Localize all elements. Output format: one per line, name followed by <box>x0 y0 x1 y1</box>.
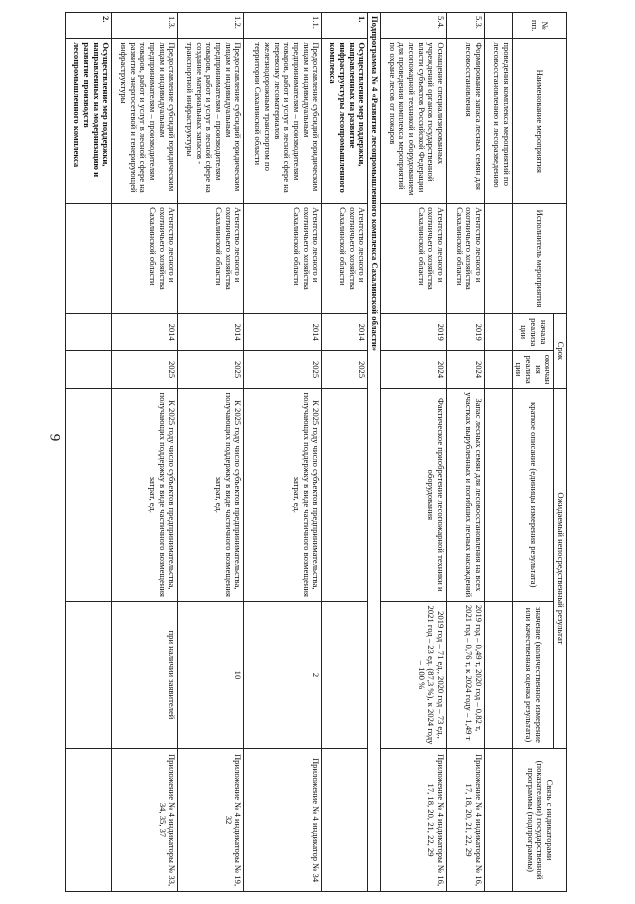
row-start <box>66 314 112 351</box>
row-end: 2025 <box>112 351 178 388</box>
header-result: Ожидаемый непосредственный результат <box>554 388 567 748</box>
header-row <box>554 13 567 892</box>
row-executor: Агентство лесного и охотничьего хозяйства Сахалинской области <box>112 204 178 314</box>
row-name: Осуществление мер поддержки, направленных на развитие инфраструктуры лесопромышленного комплекса <box>322 39 368 204</box>
row-num: 1.1. <box>244 13 322 39</box>
header-term: Срок <box>554 314 567 389</box>
row-end: 2025 <box>178 351 244 388</box>
row-start: 2014 <box>178 314 244 351</box>
row-executor: Агентство лесного и охотничьего хозяйства Сахалинской области <box>178 204 244 314</box>
row-link: Приложение № 4 индикаторы № 16, 17, 18, 20, 21, 22, 29 <box>380 749 446 892</box>
table-row <box>322 13 368 892</box>
row-link <box>322 749 368 892</box>
row-end: 2024 <box>446 351 484 388</box>
row-end: 2025 <box>244 351 322 388</box>
row-name: Предоставление субсидий юридическим лицам и индивидуальным предпринимателям – производителям товаров, работ и услуг в лесной сфере на перевозку лесоматериалов железнодорожным транспортом по территории Сахалинской области <box>244 39 322 204</box>
row-value: 2019 год – 71 ед., 2020 год – 73 ед., 2021 год – 23 ед. (87,3 %), к 2024 году – 100 % <box>380 601 446 748</box>
subprogram-row <box>368 13 381 892</box>
table-row <box>112 13 178 892</box>
row-value <box>66 601 112 748</box>
row-end: 2025 <box>322 351 368 388</box>
table-row <box>178 13 244 892</box>
header-value: значение (количественное измерение или качественная оценка результата) <box>512 601 554 748</box>
row-desc: К 2025 году число субъектов предпринимательства, получающих поддержку в виде частичного возмещения затрат, ед. <box>112 388 178 601</box>
row-num: 1.3. <box>112 13 178 39</box>
row-value: 10 <box>178 601 244 748</box>
row-name: Осуществление мер поддержки, направленных на модернизацию и развитие производств лесопромышленного комплекса <box>66 39 112 204</box>
row-start: 2014 <box>112 314 178 351</box>
row-executor: Агентство лесного и охотничьего хозяйства Сахалинской области <box>380 204 446 314</box>
row-desc: К 2025 году число субъектов предпринимательства, получающих поддержку в виде частичного возмещения затрат, ед. <box>178 388 244 601</box>
subprogram-title: Подпрограмма № 4 «Развитие лесопромышленного комплекса Сахалинской области» <box>368 13 381 892</box>
row-desc <box>322 388 368 601</box>
row-desc <box>66 388 112 601</box>
table-row <box>66 13 112 892</box>
row-value: 2 <box>244 601 322 748</box>
row-desc: К 2025 году число субъектов предпринимательства, получающих поддержку в виде частичного возмещения затрат, ед. <box>244 388 322 601</box>
table-row <box>244 13 322 892</box>
row-link: Приложение № 4 индикатор № 34 <box>244 749 322 892</box>
row-desc: Запас лесных семян для лесовосстановления на всех участках вырубленных и погибших лесных насаждений <box>446 388 484 601</box>
row-value: 2019 год – 0,49 т, 2020 год – 0,82 т, 2021 год – 0,76 т, к 2024 году – 1,49 т <box>446 601 484 748</box>
row-value <box>322 601 368 748</box>
row-link: Приложение № 4 индикаторы № 33, 34, 35, 37 <box>112 749 178 892</box>
row-name: Предоставление субсидий юридическим лицам и индивидуальным предпринимателям – производителям товаров, работ и услуг в лесной сфере на развитие энергосетевой и генерирующей инфраструктуры <box>112 39 178 204</box>
row-num: 5.4. <box>380 13 446 39</box>
row-link: Приложение № 4 индикаторы № 19, 32 <box>178 749 244 892</box>
table-row <box>446 13 484 892</box>
row-executor: Агентство лесного и охотничьего хозяйства Сахалинской области <box>244 204 322 314</box>
row-start: 2019 <box>446 314 484 351</box>
header-num: № пп. <box>512 13 566 39</box>
row-name: Формирование запаса лесных семян для лесовосстановления <box>446 39 484 204</box>
row-name: Оснащение специализированных учреждений органов государственной власти субъектов Российской Федерации лесопожарной техникой и оборудованием для проведения комплекса мероприятий по охране лесов от пожаров <box>380 39 446 204</box>
row-link: Приложение № 4 индикаторы № 16, 17, 18, 20, 21, 22, 29 <box>446 749 484 892</box>
row-num: 1.2. <box>178 13 244 39</box>
continuation-row <box>484 13 512 892</box>
header-name: Наименование мероприятия <box>512 39 566 204</box>
row-start: 2014 <box>322 314 368 351</box>
header-end: окончания реализации <box>512 351 554 388</box>
row-link <box>66 749 112 892</box>
row-executor: Агентство лесного и охотничьего хозяйства Сахалинской области <box>322 204 368 314</box>
header-link: Связь с индикаторами (показателями) государственной программы (подпрограммы) <box>512 749 566 892</box>
measures-table <box>65 12 567 892</box>
row-start: 2019 <box>380 314 446 351</box>
row-value: при наличии заявителей <box>112 601 178 748</box>
page-number: 9 <box>46 433 63 442</box>
row-num: 5.3. <box>446 13 484 39</box>
row-desc: Фактическое приобретение лесопожарной техники и оборудования <box>380 388 446 601</box>
continuation-text: проведения комплекса мероприятий по лесовосстановлению и лесоразведению <box>484 39 512 204</box>
header-executor: Исполнитель мероприятия <box>512 204 566 314</box>
row-num: 1. <box>322 13 368 39</box>
row-end <box>66 351 112 388</box>
table-row <box>380 13 446 892</box>
row-end: 2024 <box>380 351 446 388</box>
row-num: 2. <box>66 13 112 39</box>
row-executor <box>66 204 112 314</box>
row-start: 2014 <box>244 314 322 351</box>
header-start: начала реализации <box>512 314 554 351</box>
row-name: Предоставление субсидий юридическим лицам и индивидуальным предпринимателям – производителям товаров, работ и услуг в лесной сфере на создание материальных запасов - транспортной инфраструктуры <box>178 39 244 204</box>
header-desc: краткое описание (единицы измерения результата) <box>512 388 554 601</box>
row-executor: Агентство лесного и охотничьего хозяйства Сахалинской области <box>446 204 484 314</box>
